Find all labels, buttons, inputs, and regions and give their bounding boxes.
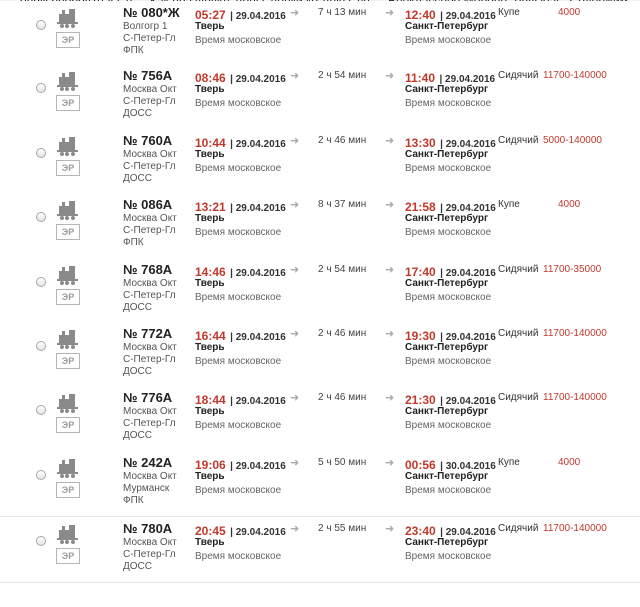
arrival-date: | 29.04.2016 (440, 527, 496, 538)
departure-time: 05:27 (195, 8, 226, 22)
travel-duration: 7 ч 13 мин (318, 7, 367, 18)
train-row[interactable] (0, 64, 640, 130)
arrival-station: Санкт-Петербург (405, 213, 489, 224)
electronic-registration-icon: ЭР (56, 32, 80, 48)
price-range[interactable]: 5000-140000 (543, 135, 602, 146)
route-destination: С-Петер-Гл (123, 354, 176, 365)
carrier: ФПК (123, 237, 144, 248)
departure-date: | 29.04.2016 (230, 74, 286, 85)
route-origin: Москва Окт (123, 342, 177, 353)
electronic-registration-icon: ЭР (56, 224, 80, 240)
locomotive-icon (56, 5, 80, 29)
departure-time: 20:45 (195, 524, 226, 538)
price-range[interactable]: 11700-140000 (543, 70, 607, 81)
arrival-station: Санкт-Петербург (405, 406, 489, 417)
arrival-date: | 29.04.2016 (440, 396, 496, 407)
locomotive-icon (56, 390, 80, 414)
train-row[interactable] (0, 451, 640, 517)
travel-duration: 2 ч 55 мин (318, 523, 367, 534)
departure-time: 10:44 (195, 136, 226, 150)
arrival-date: | 29.04.2016 (440, 332, 496, 343)
departure-station: Тверь (195, 406, 225, 417)
departure-date: | 29.04.2016 (230, 527, 286, 538)
select-train-radio[interactable] (36, 536, 46, 546)
arrow-right-icon: ➜ (385, 392, 395, 404)
price-range[interactable]: 4000 (558, 199, 581, 210)
departure-time: 13:21 (195, 200, 226, 214)
train-number[interactable]: № 080*Ж (123, 5, 180, 20)
departure-timezone: Время московское (195, 551, 282, 562)
departure-timezone: Время московское (195, 356, 282, 367)
train-row[interactable] (0, 322, 640, 388)
train-row[interactable] (0, 517, 640, 583)
carrier: ДОСС (123, 302, 152, 313)
travel-duration: 2 ч 46 мин (318, 135, 367, 146)
route-origin: Волгогр 1 (123, 21, 168, 32)
arrival-timezone: Время московское (405, 485, 492, 496)
select-train-radio[interactable] (36, 470, 46, 480)
price-range[interactable]: 11700-140000 (543, 328, 607, 339)
arrow-right-icon: ➜ (290, 199, 300, 211)
route-destination: С-Петер-Гл (123, 161, 176, 172)
car-type: Купе (498, 199, 520, 210)
electronic-registration-icon: ЭР (56, 289, 80, 305)
arrival-date: | 29.04.2016 (440, 268, 496, 279)
arrival-date: | 30.04.2016 (440, 461, 496, 472)
select-train-radio[interactable] (36, 83, 46, 93)
arrival-time: 21:58 (405, 200, 436, 214)
arrival-timezone: Время московское (405, 227, 492, 238)
route-destination: С-Петер-Гл (123, 418, 176, 429)
car-type: Сидячий (498, 264, 539, 275)
departure-date: | 29.04.2016 (230, 332, 286, 343)
locomotive-icon (56, 455, 80, 479)
arrow-right-icon: ➜ (385, 523, 395, 535)
train-row[interactable] (0, 129, 640, 195)
arrival-time: 00:56 (405, 458, 436, 472)
route-origin: Москва Окт (123, 406, 177, 417)
train-number[interactable]: № 776А (123, 390, 173, 405)
arrow-right-icon: ➜ (290, 70, 300, 82)
departure-date: | 29.04.2016 (230, 396, 286, 407)
car-type: Сидячий (498, 523, 539, 534)
departure-time: 16:44 (195, 329, 226, 343)
departure-time: 08:46 (195, 71, 226, 85)
departure-station: Тверь (195, 84, 225, 95)
departure-station: Тверь (195, 149, 225, 160)
departure-station: Тверь (195, 471, 225, 482)
arrow-right-icon: ➜ (290, 523, 300, 535)
departure-station: Тверь (195, 21, 225, 32)
arrival-station: Санкт-Петербург (405, 149, 489, 160)
departure-station: Тверь (195, 342, 225, 353)
train-row[interactable] (0, 193, 640, 259)
arrival-time: 11:40 (405, 71, 436, 85)
select-train-radio[interactable] (36, 341, 46, 351)
departure-timezone: Время московское (195, 485, 282, 496)
train-number[interactable]: № 768А (123, 262, 173, 277)
departure-station: Тверь (195, 537, 225, 548)
locomotive-icon (56, 197, 80, 221)
price-range[interactable]: 11700-140000 (543, 523, 607, 534)
arrow-right-icon: ➜ (290, 328, 300, 340)
route-origin: Москва Окт (123, 471, 177, 482)
arrow-right-icon: ➜ (290, 392, 300, 404)
departure-timezone: Время московское (195, 420, 282, 431)
departure-timezone: Время московское (195, 35, 282, 46)
arrival-station: Санкт-Петербург (405, 84, 489, 95)
arrow-right-icon: ➜ (385, 328, 395, 340)
select-train-radio[interactable] (36, 148, 46, 158)
train-number[interactable]: № 086А (123, 197, 173, 212)
arrival-date: | 29.04.2016 (439, 74, 496, 85)
departure-time: 18:44 (195, 393, 226, 407)
route-destination: С-Петер-Гл (123, 290, 176, 301)
locomotive-icon (56, 262, 80, 286)
arrow-right-icon: ➜ (290, 457, 300, 469)
train-row[interactable] (0, 258, 640, 324)
train-number[interactable]: № 756А (123, 68, 173, 83)
arrival-timezone: Время московское (405, 98, 492, 109)
departure-timezone: Время московское (195, 227, 282, 238)
departure-station: Тверь (195, 278, 225, 289)
price-range[interactable]: 4000 (558, 7, 581, 18)
arrival-time: 13:30 (405, 136, 436, 150)
electronic-registration-icon: ЭР (56, 160, 80, 176)
car-type: Сидячий (498, 392, 539, 403)
car-type: Сидячий (498, 328, 539, 339)
electronic-registration-icon: ЭР (56, 95, 80, 111)
travel-duration: 2 ч 54 мин (318, 70, 367, 81)
route-destination: С-Петер-Гл (123, 96, 176, 107)
arrival-station: Санкт-Петербург (405, 342, 489, 353)
departure-time: 19:06 (195, 458, 226, 472)
travel-duration: 5 ч 50 мин (318, 457, 367, 468)
departure-station: Тверь (195, 213, 225, 224)
carrier: ФПК (123, 495, 144, 506)
arrow-right-icon: ➜ (290, 7, 300, 19)
route-origin: Москва Окт (123, 149, 177, 160)
route-destination: С-Петер-Гл (123, 549, 176, 560)
route-destination: Мурманск (123, 483, 170, 494)
departure-timezone: Время московское (195, 98, 282, 109)
electronic-registration-icon: ЭР (56, 548, 80, 564)
departure-date: | 29.04.2016 (230, 11, 286, 22)
arrival-date: | 29.04.2016 (440, 139, 496, 150)
travel-duration: 8 ч 37 мин (318, 199, 367, 210)
departure-timezone: Время московское (195, 163, 282, 174)
arrival-time: 23:40 (405, 524, 436, 538)
route-origin: Москва Окт (123, 84, 177, 95)
departure-timezone: Время московское (195, 292, 282, 303)
carrier: ДОСС (123, 173, 152, 184)
locomotive-icon (56, 326, 80, 350)
electronic-registration-icon: ЭР (56, 353, 80, 369)
arrow-right-icon: ➜ (385, 199, 395, 211)
route-destination: С-Петер-Гл (123, 225, 176, 236)
locomotive-icon (56, 68, 80, 92)
departure-date: | 29.04.2016 (230, 268, 286, 279)
train-number[interactable]: № 780А (123, 521, 173, 536)
route-origin: Москва Окт (123, 278, 177, 289)
car-type: Сидячий (498, 70, 539, 81)
arrival-date: | 29.04.2016 (440, 11, 496, 22)
price-range[interactable]: 11700-35000 (543, 264, 602, 275)
departure-time: 14:46 (195, 265, 226, 279)
electronic-registration-icon: ЭР (56, 417, 80, 433)
arrow-right-icon: ➜ (385, 70, 395, 82)
departure-date: | 29.04.2016 (230, 139, 286, 150)
electronic-registration-icon: ЭР (56, 482, 80, 498)
locomotive-icon (56, 521, 80, 545)
arrow-right-icon: ➜ (290, 264, 300, 276)
car-type: Купе (498, 7, 520, 18)
arrival-station: Санкт-Петербург (405, 278, 489, 289)
train-number[interactable]: № 772А (123, 326, 173, 341)
carrier: ФПК (123, 45, 144, 56)
travel-duration: 2 ч 46 мин (318, 328, 367, 339)
price-range[interactable]: 4000 (558, 457, 581, 468)
car-type: Купе (498, 457, 520, 468)
arrival-timezone: Время московское (405, 163, 492, 174)
arrival-timezone: Время московское (405, 551, 492, 562)
arrival-timezone: Время московское (405, 420, 492, 431)
select-train-radio[interactable] (36, 212, 46, 222)
price-range[interactable]: 11700-140000 (543, 392, 607, 403)
arrival-station: Санкт-Петербург (405, 471, 489, 482)
arrival-timezone: Время московское (405, 356, 492, 367)
arrival-time: 21:30 (405, 393, 436, 407)
arrow-right-icon: ➜ (385, 7, 395, 19)
route-origin: Москва Окт (123, 537, 177, 548)
train-number[interactable]: № 242А (123, 455, 173, 470)
select-train-radio[interactable] (36, 277, 46, 287)
train-number[interactable]: № 760А (123, 133, 173, 148)
arrow-right-icon: ➜ (290, 135, 300, 147)
carrier: ДОСС (123, 108, 152, 119)
travel-duration: 2 ч 46 мин (318, 392, 367, 403)
locomotive-icon (56, 133, 80, 157)
car-type: Сидячий (498, 135, 539, 146)
arrival-timezone: Время московское (405, 292, 492, 303)
departure-date: | 29.04.2016 (230, 461, 286, 472)
arrow-right-icon: ➜ (385, 264, 395, 276)
select-train-radio[interactable] (36, 405, 46, 415)
travel-duration: 2 ч 54 мин (318, 264, 367, 275)
arrival-station: Санкт-Петербург (405, 537, 489, 548)
route-destination: С-Петер-Гл (123, 33, 176, 44)
select-train-radio[interactable] (36, 20, 46, 30)
carrier: ДОСС (123, 366, 152, 377)
carrier: ДОСС (123, 561, 152, 572)
carrier: ДОСС (123, 430, 152, 441)
arrival-time: 19:30 (405, 329, 436, 343)
arrival-date: | 29.04.2016 (440, 203, 496, 214)
train-row[interactable] (0, 1, 640, 67)
arrival-time: 12:40 (405, 8, 436, 22)
route-origin: Москва Окт (123, 213, 177, 224)
train-row[interactable] (0, 386, 640, 452)
arrow-right-icon: ➜ (385, 135, 395, 147)
arrow-right-icon: ➜ (385, 457, 395, 469)
arrival-station: Санкт-Петербург (405, 21, 489, 32)
departure-date: | 29.04.2016 (230, 203, 286, 214)
arrival-time: 17:40 (405, 265, 436, 279)
arrival-timezone: Время московское (405, 35, 492, 46)
